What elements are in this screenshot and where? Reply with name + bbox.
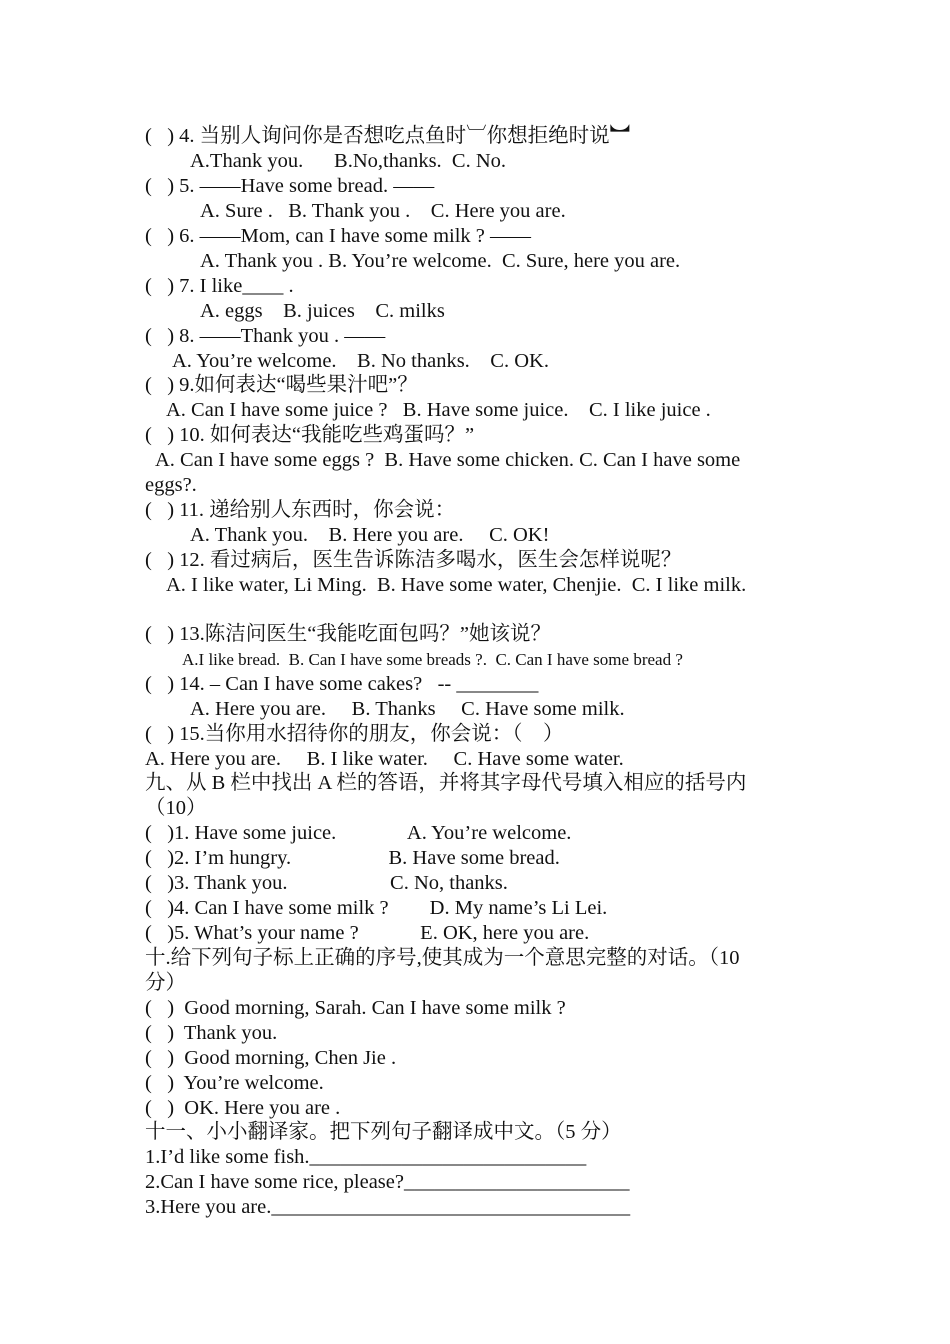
question-14: ( ) 14. – Can I have some cakes? -- ________ (145, 673, 539, 695)
matching-item-3: ( )3. Thank you. C. No, thanks. (145, 872, 508, 894)
question-15-options: A. Here you are. B. I like water. C. Have some water. (145, 748, 624, 770)
dialogue-line-4: ( ) You’re welcome. (145, 1072, 324, 1094)
question-10-options-cont: eggs?. (145, 474, 197, 496)
question-5: ( ) 5. ——Have some bread. —— (145, 175, 435, 197)
matching-item-4: ( )4. Can I have some milk ? D. My name’s Li Lei. (145, 897, 608, 919)
translation-item-1: 1.I’d like some fish.___________________________ (145, 1146, 587, 1168)
matching-item-5: ( )5. What’s your name ? E. OK, here you are. (145, 922, 590, 944)
translation-item-2: 2.Can I have some rice, please?______________________ (145, 1171, 630, 1193)
dialogue-line-3: ( ) Good morning, Chen Jie . (145, 1047, 397, 1069)
question-6-options: A. Thank you . B. You’re welcome. C. Sure, here you are. (200, 250, 681, 272)
question-9: ( ) 9.如何表达“喝些果汁吧”？ (145, 374, 418, 396)
question-10-options: A. Can I have some eggs ? B. Have some chicken. C. Can I have some (155, 449, 741, 471)
question-6: ( ) 6. ——Mom, can I have some milk ? —— (145, 225, 532, 247)
question-13-options: A.I like bread. B. Can I have some breads ?. C. Can I have some bread ? (182, 650, 683, 669)
question-8-options: A. You’re welcome. B. No thanks. C. OK. (172, 350, 549, 372)
section-9-heading: 九、从 B 栏中找出 A 栏的答语，并将其字母代号填入相应的括号内 (145, 772, 747, 794)
question-7-options: A. eggs B. juices C. milks (200, 300, 445, 322)
translation-item-3: 3.Here you are.___________________________________ (145, 1196, 631, 1218)
question-14-options: A. Here you are. B. Thanks C. Have some milk. (190, 698, 625, 720)
dialogue-line-2: ( ) Thank you. (145, 1022, 278, 1044)
question-7: ( ) 7. I like____ . (145, 275, 294, 297)
question-15: ( ) 15.当你用水招待你的朋友，你会说：（ ） (145, 723, 564, 745)
matching-item-1: ( )1. Have some juice. A. You’re welcome. (145, 822, 572, 844)
question-8: ( ) 8. ——Thank you . —— (145, 325, 386, 347)
section-10-heading: 十.给下列句子标上正确的序号,使其成为一个意思完整的对话。（10 (145, 947, 740, 969)
question-11-options: A. Thank you. B. Here you are. C. OK! (190, 524, 550, 546)
question-4-options: A.Thank you. B.No,thanks. C. No. (190, 150, 507, 172)
question-12: ( ) 12. 看过病后，医生告诉陈洁多喝水，医生会怎样说呢？ (145, 549, 682, 571)
question-10: ( ) 10. 如何表达“我能吃些鸡蛋吗？” (145, 424, 475, 446)
question-12-options: A. I like water, Li Ming. B. Have some water, Chenjie. C. I like milk. (166, 574, 747, 596)
question-9-options: A. Can I have some juice ? B. Have some juice. C. I like juice . (166, 399, 711, 421)
question-5-options: A. Sure . B. Thank you . C. Here you are. (200, 200, 566, 222)
section-9-score: （10） (145, 797, 207, 819)
dialogue-line-5: ( ) OK. Here you are . (145, 1097, 341, 1119)
section-11-heading: 十一、小小翻译家。把下列句子翻译成中文。（5 分） (145, 1121, 622, 1143)
dialogue-line-1: ( ) Good morning, Sarah. Can I have some milk ? (145, 997, 566, 1019)
section-10-score: 分） (145, 972, 186, 994)
question-11: ( ) 11. 递给别人东西时，你会说： (145, 499, 456, 521)
question-13: ( ) 13.陈洁问医生“我能吃面包吗？”她该说？ (145, 623, 551, 645)
question-4: ( ) 4. 当别人询问你是否想吃点鱼时︺你想拒绝时说︼ (145, 125, 631, 147)
matching-item-2: ( )2. I’m hungry. B. Have some bread. (145, 847, 560, 869)
